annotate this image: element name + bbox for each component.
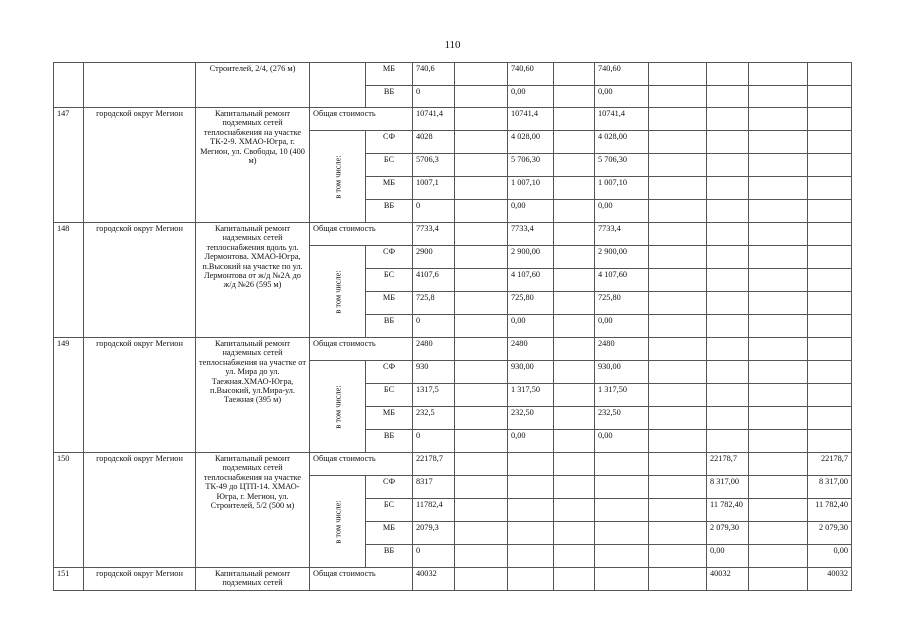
empty-cell: [554, 131, 595, 154]
value-cell-y2: 0,00: [595, 315, 649, 338]
value-cell-y3: [707, 131, 749, 154]
empty-cell: [455, 63, 508, 86]
source-cell: БС: [366, 269, 413, 292]
empty-cell: [749, 246, 808, 269]
empty-cell: [554, 63, 595, 86]
empty-cell: [749, 545, 808, 568]
source-cell: МБ: [366, 63, 413, 86]
value-cell-y1: 5 706,30: [508, 154, 554, 177]
value-cell-y1: [508, 499, 554, 522]
value-cell-total: 40032: [808, 568, 852, 591]
value-cell-y3: 8 317,00: [707, 476, 749, 499]
value-cell-y1: 725,80: [508, 292, 554, 315]
total-label-cell: Общая стоимость: [310, 453, 413, 476]
empty-cell: [554, 499, 595, 522]
source-cell: СФ: [366, 361, 413, 384]
district-cell: городской округ Мегион: [84, 453, 196, 568]
value-cell-current: 4028: [413, 131, 455, 154]
empty-cell: [554, 453, 595, 476]
value-cell-current: 725,8: [413, 292, 455, 315]
empty-cell: [554, 361, 595, 384]
empty-cell: [649, 177, 707, 200]
value-cell-y2: 5 706,30: [595, 154, 649, 177]
empty-cell: [649, 338, 707, 361]
value-cell-current: 2900: [413, 246, 455, 269]
value-cell-y2: 4 028,00: [595, 131, 649, 154]
value-cell-y3: [707, 292, 749, 315]
district-cell: городской округ Мегион: [84, 338, 196, 453]
value-cell-total: [808, 361, 852, 384]
empty-cell: [649, 292, 707, 315]
description-cell: Строителей, 2/4, (276 м): [196, 63, 310, 108]
empty-cell: [554, 407, 595, 430]
empty-cell: [554, 338, 595, 361]
empty-cell: [749, 476, 808, 499]
row-number-cell: 149: [54, 338, 84, 453]
empty-cell: [554, 223, 595, 246]
value-cell-y1: 930,00: [508, 361, 554, 384]
value-cell-total: [808, 430, 852, 453]
empty-cell: [649, 86, 707, 108]
empty-cell: [455, 453, 508, 476]
description-cell: Капитальный ремонт надземных сетей теплоснабжения вдоль ул. Лермонтова. ХМАО-Югра, п.Высокий на участке по ул. Лермонтова от ж/д №2А до ж/д №26 (595 м): [196, 223, 310, 338]
value-cell-y3: [707, 338, 749, 361]
value-cell-y1: 1 317,50: [508, 384, 554, 407]
value-cell-y2: 232,50: [595, 407, 649, 430]
description-cell: Капитальный ремонт подземных сетей теплоснабжения на участке ТК-49 до ЦТП-14. ХМАО-Югра, г. Мегион, ул. Строителей, 5/2 (500 м): [196, 453, 310, 568]
value-cell-current: 0: [413, 86, 455, 108]
value-cell-y2: 0,00: [595, 430, 649, 453]
value-cell-total: 22178,7: [808, 453, 852, 476]
source-cell: МБ: [366, 292, 413, 315]
empty-cell: [649, 522, 707, 545]
empty-cell: [554, 430, 595, 453]
empty-cell: [649, 430, 707, 453]
value-cell-total: [808, 86, 852, 108]
source-cell: ВБ: [366, 430, 413, 453]
value-cell-y1: 4 107,60: [508, 269, 554, 292]
value-cell-y1: 4 028,00: [508, 131, 554, 154]
empty-cell: [554, 545, 595, 568]
empty-cell: [749, 292, 808, 315]
value-cell-total: [808, 292, 852, 315]
value-cell-current: 7733,4: [413, 223, 455, 246]
incl-label: в том числе:: [332, 499, 342, 544]
value-cell-y3: [707, 361, 749, 384]
budget-table: [53, 62, 852, 591]
value-cell-y3: 22178,7: [707, 453, 749, 476]
value-cell-y3: 0,00: [707, 545, 749, 568]
value-cell-current: 4107,6: [413, 269, 455, 292]
value-cell-y2: 2480: [595, 338, 649, 361]
value-cell-y1: [508, 453, 554, 476]
empty-cell: [749, 407, 808, 430]
empty-cell: [749, 223, 808, 246]
incl-label-cell: [310, 63, 366, 108]
empty-cell: [749, 269, 808, 292]
value-cell-current: 0: [413, 430, 455, 453]
value-cell-y3: [707, 384, 749, 407]
source-cell: ВБ: [366, 86, 413, 108]
empty-cell: [749, 200, 808, 223]
page-number: 110: [444, 39, 461, 51]
value-cell-y3: [707, 430, 749, 453]
value-cell-current: 740,6: [413, 63, 455, 86]
value-cell-y2: 10741,4: [595, 108, 649, 131]
empty-cell: [649, 568, 707, 591]
empty-cell: [649, 131, 707, 154]
empty-cell: [455, 361, 508, 384]
empty-cell: [554, 292, 595, 315]
value-cell-y1: 7733,4: [508, 223, 554, 246]
value-cell-current: 11782,4: [413, 499, 455, 522]
empty-cell: [455, 86, 508, 108]
value-cell-y2: 0,00: [595, 200, 649, 223]
value-cell-total: [808, 108, 852, 131]
value-cell-y2: 7733,4: [595, 223, 649, 246]
description-cell: Капитальный ремонт подземных сетей: [196, 568, 310, 591]
empty-cell: [649, 223, 707, 246]
value-cell-y1: 0,00: [508, 200, 554, 223]
empty-cell: [554, 246, 595, 269]
value-cell-total: [808, 154, 852, 177]
empty-cell: [455, 177, 508, 200]
value-cell-y3: [707, 154, 749, 177]
value-cell-y2: 2 900,00: [595, 246, 649, 269]
empty-cell: [554, 108, 595, 131]
empty-cell: [554, 384, 595, 407]
empty-cell: [749, 384, 808, 407]
empty-cell: [649, 476, 707, 499]
value-cell-y1: [508, 568, 554, 591]
incl-label-cell: [310, 246, 366, 338]
source-cell: БС: [366, 154, 413, 177]
total-label-cell: Общая стоимость: [310, 108, 413, 131]
value-cell-y2: [595, 568, 649, 591]
table-row: [54, 338, 852, 361]
table-row: [54, 108, 852, 131]
empty-cell: [455, 338, 508, 361]
source-cell: БС: [366, 499, 413, 522]
empty-cell: [554, 522, 595, 545]
empty-cell: [455, 545, 508, 568]
value-cell-y2: 0,00: [595, 86, 649, 108]
empty-cell: [749, 131, 808, 154]
empty-cell: [749, 338, 808, 361]
empty-cell: [455, 315, 508, 338]
empty-cell: [649, 269, 707, 292]
value-cell-current: 0: [413, 545, 455, 568]
value-cell-y2: 1 007,10: [595, 177, 649, 200]
row-number-cell: [54, 63, 84, 108]
empty-cell: [455, 200, 508, 223]
district-cell: городской округ Мегион: [84, 223, 196, 338]
incl-label: в том числе:: [332, 154, 342, 199]
source-cell: БС: [366, 384, 413, 407]
empty-cell: [749, 568, 808, 591]
value-cell-y3: [707, 246, 749, 269]
value-cell-total: [808, 246, 852, 269]
value-cell-y2: [595, 522, 649, 545]
value-cell-y3: [707, 177, 749, 200]
value-cell-y1: 232,50: [508, 407, 554, 430]
empty-cell: [455, 269, 508, 292]
value-cell-y2: 725,80: [595, 292, 649, 315]
empty-cell: [455, 384, 508, 407]
value-cell-y1: 2 900,00: [508, 246, 554, 269]
value-cell-current: 10741,4: [413, 108, 455, 131]
empty-cell: [749, 108, 808, 131]
empty-cell: [554, 200, 595, 223]
empty-cell: [455, 568, 508, 591]
empty-cell: [455, 407, 508, 430]
value-cell-total: [808, 407, 852, 430]
value-cell-total: [808, 315, 852, 338]
incl-label-cell: [310, 131, 366, 223]
value-cell-total: [808, 63, 852, 86]
empty-cell: [649, 407, 707, 430]
empty-cell: [554, 476, 595, 499]
empty-cell: [455, 430, 508, 453]
value-cell-y3: [707, 407, 749, 430]
empty-cell: [749, 430, 808, 453]
value-cell-current: 1317,5: [413, 384, 455, 407]
empty-cell: [554, 86, 595, 108]
empty-cell: [554, 568, 595, 591]
value-cell-total: [808, 131, 852, 154]
empty-cell: [455, 499, 508, 522]
table-row: [54, 223, 852, 246]
empty-cell: [749, 361, 808, 384]
value-cell-y1: [508, 522, 554, 545]
value-cell-current: 0: [413, 200, 455, 223]
row-number-cell: 150: [54, 453, 84, 568]
value-cell-y3: [707, 269, 749, 292]
value-cell-total: 11 782,40: [808, 499, 852, 522]
empty-cell: [649, 200, 707, 223]
value-cell-y2: 930,00: [595, 361, 649, 384]
source-cell: СФ: [366, 131, 413, 154]
value-cell-total: [808, 177, 852, 200]
source-cell: МБ: [366, 407, 413, 430]
value-cell-current: 0: [413, 315, 455, 338]
source-cell: СФ: [366, 476, 413, 499]
value-cell-y2: [595, 499, 649, 522]
empty-cell: [554, 269, 595, 292]
empty-cell: [554, 154, 595, 177]
value-cell-y2: 740,60: [595, 63, 649, 86]
empty-cell: [455, 292, 508, 315]
empty-cell: [649, 361, 707, 384]
value-cell-total: [808, 384, 852, 407]
empty-cell: [455, 223, 508, 246]
value-cell-total: 8 317,00: [808, 476, 852, 499]
value-cell-y1: 0,00: [508, 315, 554, 338]
value-cell-y3: 40032: [707, 568, 749, 591]
incl-label-cell: [310, 361, 366, 453]
total-label-cell: Общая стоимость: [310, 223, 413, 246]
value-cell-y3: [707, 108, 749, 131]
empty-cell: [455, 108, 508, 131]
value-cell-current: 5706,3: [413, 154, 455, 177]
value-cell-current: 40032: [413, 568, 455, 591]
value-cell-y3: [707, 63, 749, 86]
empty-cell: [749, 315, 808, 338]
district-cell: городской округ Мегион: [84, 108, 196, 223]
empty-cell: [649, 246, 707, 269]
row-number-cell: 147: [54, 108, 84, 223]
total-label-cell: Общая стоимость: [310, 568, 413, 591]
source-cell: МБ: [366, 177, 413, 200]
table-row: [54, 568, 852, 591]
source-cell: СФ: [366, 246, 413, 269]
value-cell-y1: [508, 476, 554, 499]
source-cell: ВБ: [366, 315, 413, 338]
empty-cell: [554, 315, 595, 338]
value-cell-total: 2 079,30: [808, 522, 852, 545]
value-cell-y3: 2 079,30: [707, 522, 749, 545]
value-cell-y2: [595, 453, 649, 476]
empty-cell: [749, 86, 808, 108]
empty-cell: [455, 131, 508, 154]
empty-cell: [455, 476, 508, 499]
empty-cell: [649, 384, 707, 407]
value-cell-y3: [707, 223, 749, 246]
value-cell-y1: 10741,4: [508, 108, 554, 131]
empty-cell: [455, 246, 508, 269]
empty-cell: [649, 545, 707, 568]
value-cell-y1: 1 007,10: [508, 177, 554, 200]
value-cell-total: [808, 269, 852, 292]
empty-cell: [649, 315, 707, 338]
empty-cell: [649, 499, 707, 522]
value-cell-y2: [595, 476, 649, 499]
value-cell-current: 2480: [413, 338, 455, 361]
empty-cell: [749, 453, 808, 476]
value-cell-y1: [508, 545, 554, 568]
value-cell-y2: 1 317,50: [595, 384, 649, 407]
value-cell-y1: 0,00: [508, 86, 554, 108]
description-cell: Капитальный ремонт подземных сетей теплоснабжения на участке ТК-2-9. ХМАО-Югра, г. Мегион, ул. Свободы, 10 (400 м): [196, 108, 310, 223]
empty-cell: [749, 522, 808, 545]
value-cell-y1: 2480: [508, 338, 554, 361]
empty-cell: [649, 453, 707, 476]
value-cell-current: 232,5: [413, 407, 455, 430]
empty-cell: [649, 154, 707, 177]
value-cell-y2: 4 107,60: [595, 269, 649, 292]
value-cell-current: 8317: [413, 476, 455, 499]
district-cell: [84, 63, 196, 108]
description-cell: Капитальный ремонт надземных сетей теплоснабжения на участке от ул. Мира до ул. Таежная.ХМАО-Югра, п.Высокий, ул.Мира-ул. Таежная (395 м): [196, 338, 310, 453]
value-cell-y3: [707, 315, 749, 338]
empty-cell: [749, 63, 808, 86]
table-row: [54, 453, 852, 476]
value-cell-current: 1007,1: [413, 177, 455, 200]
district-cell: городской округ Мегион: [84, 568, 196, 591]
value-cell-total: [808, 200, 852, 223]
incl-label: в том числе:: [332, 384, 342, 429]
table-row: [54, 63, 852, 86]
value-cell-current: 22178,7: [413, 453, 455, 476]
incl-label-cell: [310, 476, 366, 568]
empty-cell: [455, 522, 508, 545]
empty-cell: [749, 154, 808, 177]
empty-cell: [749, 177, 808, 200]
value-cell-y1: 740,60: [508, 63, 554, 86]
value-cell-current: 2079,3: [413, 522, 455, 545]
row-number-cell: 151: [54, 568, 84, 591]
value-cell-total: [808, 338, 852, 361]
source-cell: ВБ: [366, 545, 413, 568]
value-cell-y2: [595, 545, 649, 568]
empty-cell: [649, 63, 707, 86]
value-cell-y3: [707, 200, 749, 223]
total-label-cell: Общая стоимость: [310, 338, 413, 361]
empty-cell: [554, 177, 595, 200]
value-cell-current: 930: [413, 361, 455, 384]
empty-cell: [649, 108, 707, 131]
row-number-cell: 148: [54, 223, 84, 338]
incl-label: в том числе:: [332, 269, 342, 314]
value-cell-y3: 11 782,40: [707, 499, 749, 522]
source-cell: МБ: [366, 522, 413, 545]
value-cell-total: 0,00: [808, 545, 852, 568]
value-cell-y3: [707, 86, 749, 108]
empty-cell: [455, 154, 508, 177]
empty-cell: [749, 499, 808, 522]
value-cell-y1: 0,00: [508, 430, 554, 453]
value-cell-total: [808, 223, 852, 246]
source-cell: ВБ: [366, 200, 413, 223]
